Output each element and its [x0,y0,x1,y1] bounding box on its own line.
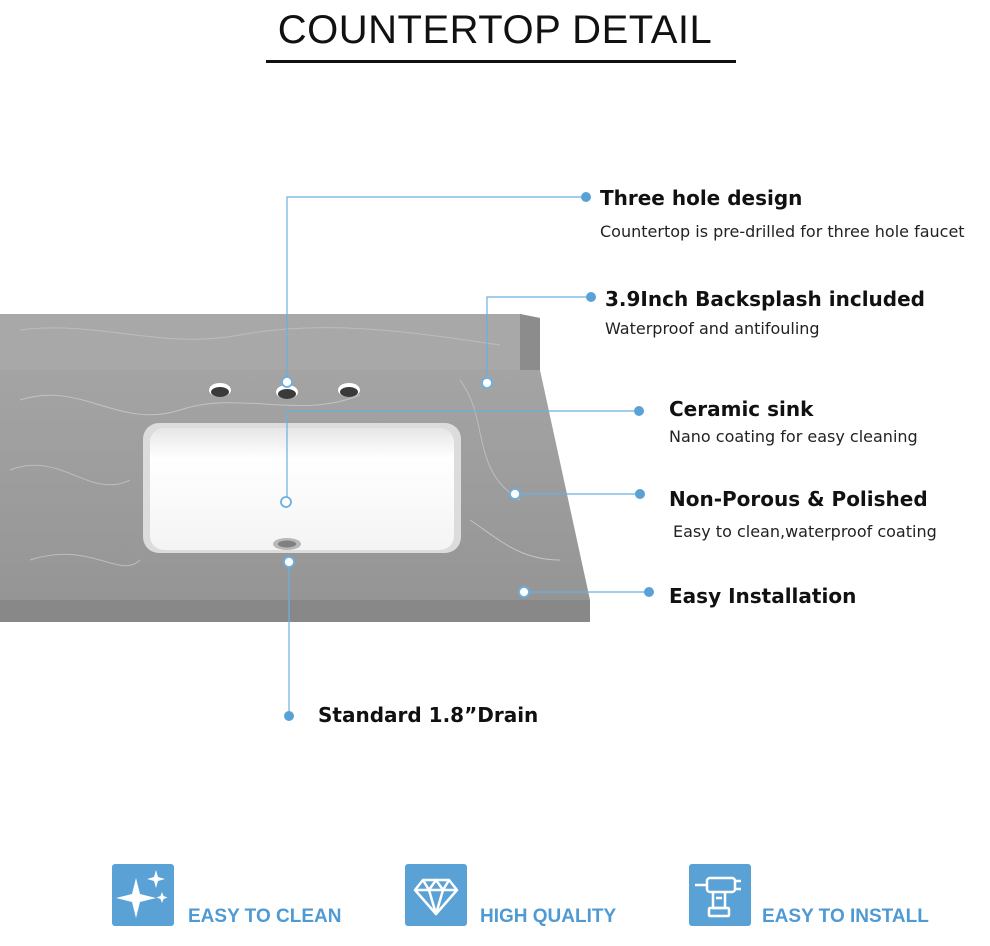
feature-heading-backsplash: 3.9Inch Backsplash included [605,287,925,311]
feature-heading-easy-installation: Easy Installation [669,584,857,608]
sparkle-icon [112,864,174,926]
page-title: COUNTERTOP DETAIL [277,8,713,52]
feature-heading-drain: Standard 1.8”Drain [318,703,539,727]
ceramic-sink [143,423,461,553]
badge-label-high-quality: HIGH QUALITY [480,906,617,927]
feature-sub-backsplash: Waterproof and antifouling [605,319,820,338]
badge-label-easy-to-clean: EASY TO CLEAN [188,906,342,927]
feature-heading-ceramic-sink: Ceramic sink [669,397,814,421]
feature-heading-three-hole: Three hole design [600,186,803,210]
feature-sub-ceramic-sink: Nano coating for easy cleaning [669,427,918,446]
feature-sub-three-hole: Countertop is pre-drilled for three hole faucet [600,222,965,241]
diamond-icon [405,864,467,926]
feature-heading-non-porous: Non-Porous & Polished [669,487,928,511]
drill-icon [689,864,751,926]
backsplash [0,314,540,370]
badge-label-easy-to-install: EASY TO INSTALL [762,906,929,927]
feature-sub-non-porous: Easy to clean,waterproof coating [673,522,937,541]
